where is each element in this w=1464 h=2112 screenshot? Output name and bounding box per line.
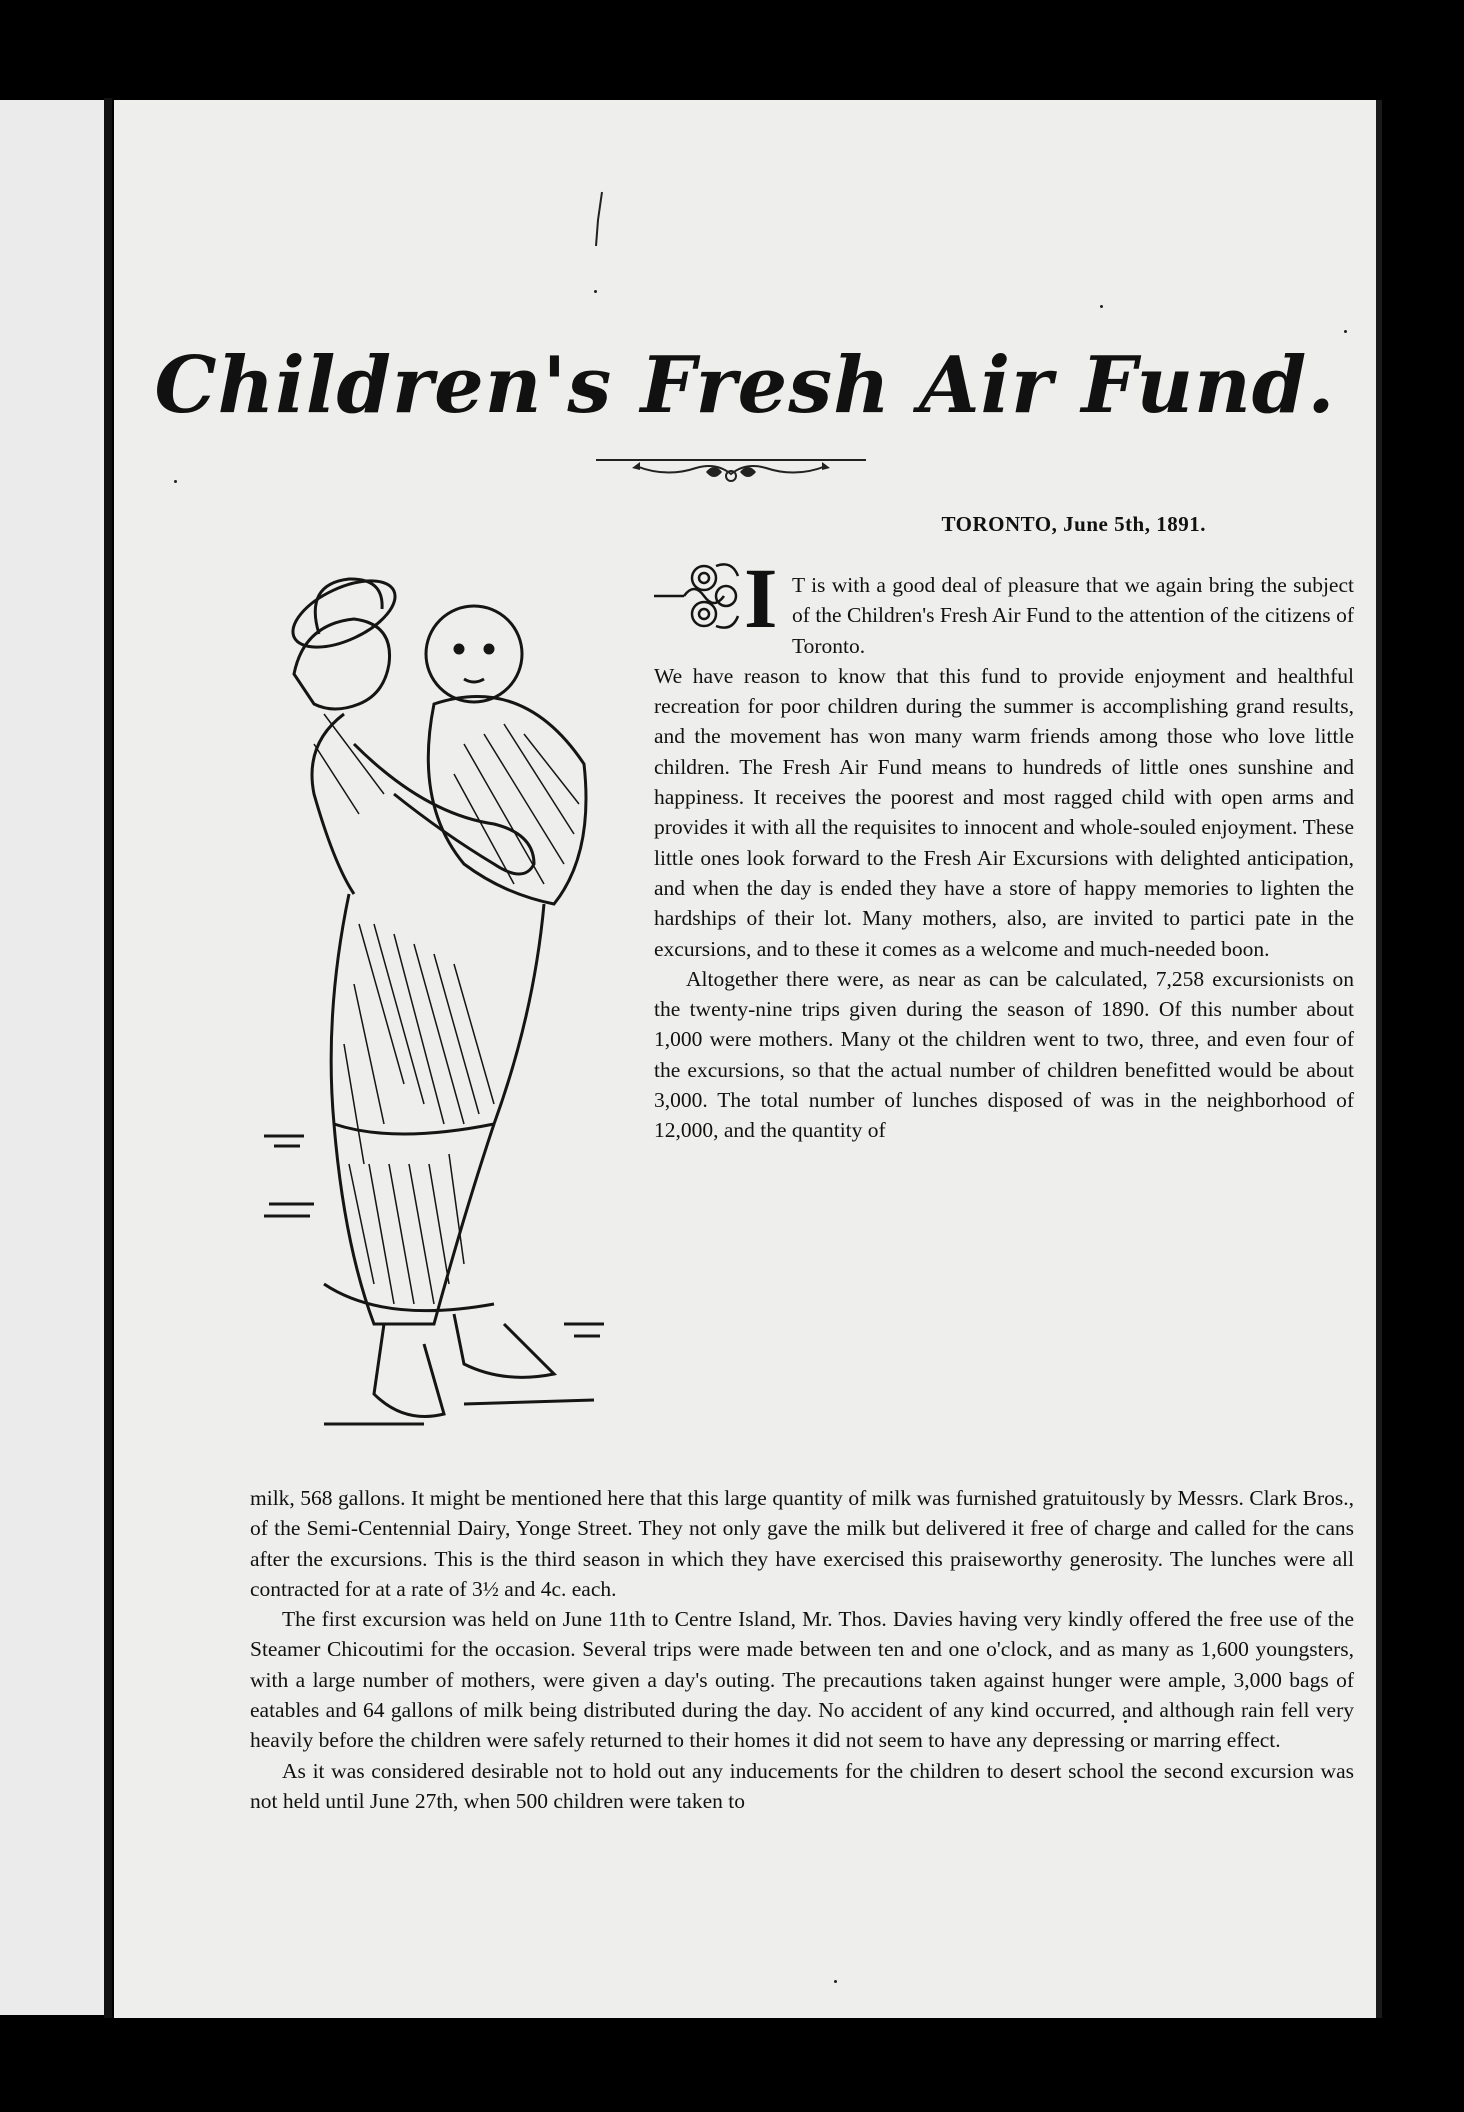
adjacent-page-edge bbox=[0, 100, 108, 2015]
pen-mark bbox=[590, 190, 610, 250]
document-page bbox=[114, 100, 1382, 2018]
drop-cap-letter: I bbox=[744, 550, 778, 646]
paragraph-statistics-start: Altogether there were, as near as can be calculated, 7,258 excursionists on the twenty-nine trips given during the season of 1890. Of this number about 1,000 were mothers. Many ot the children went to two, three, and even four of the excursions, so that the actual number of children benefitted would be about 3,000. The total number of lunches disposed of was in the neighborhood of 12,000, and the quantity of bbox=[654, 966, 1354, 1143]
girl-carrying-baby-illustration bbox=[264, 564, 654, 1464]
dateline: TORONTO, June 5th, 1891. bbox=[941, 512, 1206, 536]
paragraph-second-excursion: As it was considered desirable not to hold out any inducements for the children to desert school the second excursion was not held until June 27th, when 500 children were taken to bbox=[250, 1758, 1354, 1813]
paragraph-first-excursion: The first excursion was held on June 11th to Centre Island, Mr. Thos. Davies having very kindly offered the free use of the Steamer Chicoutimi for the occasion. Several trips were made between ten and one o'clock, and as many as 1,600 youngsters, with a large number of mothers, were given a day's outing. The precautions taken against hunger were ample, 3,000 bags of eatables and 64 gallons of milk being distributed during the day. No accident of any kind occurred, and although rain fell very heavily before the children were safely returned to their homes it did not seem to have any depressing or marring effect. bbox=[250, 1607, 1354, 1753]
intro-hanging-text: T is with a good deal of pleasure that we again bring the subject of the Children's Fresh Air Fund to the attention of the citizens of Toronto. bbox=[792, 573, 1354, 658]
paragraph-statistics-end: milk, 568 gallons. It might be mentioned here that this large quantity of milk was furnished gratuitously by Messrs. Clark Bros., of the Semi-Centennial Dairy, Yonge Street. They not only gave the milk but delivered it free of charge and called for the cans after the excursions. This is the third season in which they have exercised this praiseworthy generosity. The lunches were all contracted for at a rate of 3½ and 4c. each. bbox=[250, 1486, 1354, 1601]
page-gutter bbox=[104, 98, 112, 2018]
article-full-width-text bbox=[250, 1483, 1354, 1816]
article-title: Children's Fresh Air Fund. bbox=[154, 340, 1336, 431]
article-column-beside-illustration bbox=[654, 570, 1354, 1146]
title-ornament-divider bbox=[596, 452, 866, 488]
intro-paragraph: We have reason to know that this fund to provide enjoyment and healthful recreation for poor children during the summer is accomplishing grand results, and the movement has won many warm friends among those who love little children. The Fresh Air Fund means to hundreds of little ones sunshine and happiness. It receives the poorest and most ragged child with open arms and provides it with all the requisites to innocent and whole-souled enjoyment. These little ones look forward to the Fresh Air Excursions with delighted anticipation, and when the day is ended they have a store of happy memories to lighten the hardships of their lot. Many mothers, also, are invited to partici pate in the excursions, and to these it comes as a welcome and much-needed boon. bbox=[654, 663, 1354, 961]
